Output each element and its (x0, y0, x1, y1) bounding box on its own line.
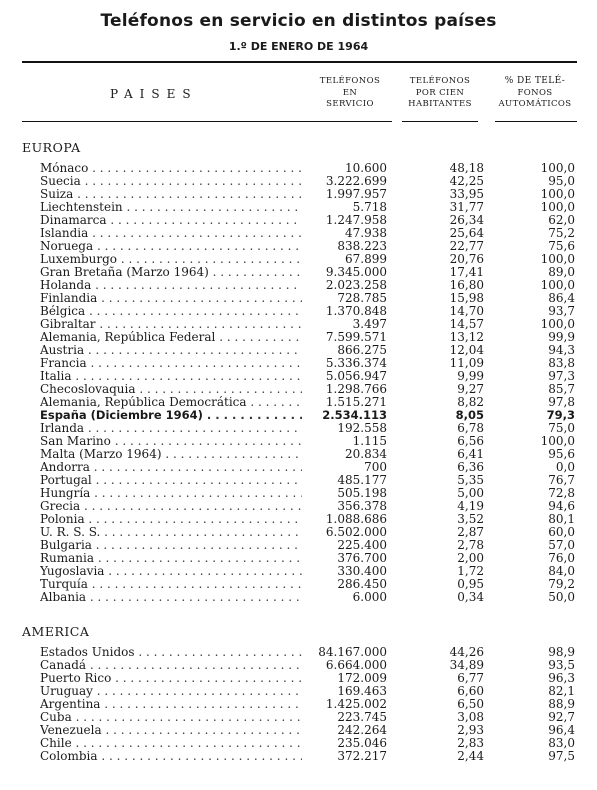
country-name: U. R. S. S. . . . (40, 526, 302, 539)
table-row (0, 591, 597, 604)
header-col-auto-line3: AUTOMÁTICOS (498, 99, 572, 109)
table-row (0, 344, 597, 357)
table-row (0, 201, 597, 214)
automatic-percent: 93,7 (548, 304, 575, 318)
automatic-percent: 100,0 (540, 317, 575, 331)
automatic-percent: 96,4 (548, 723, 575, 737)
phones-in-service: 6.664.000 (325, 658, 387, 672)
automatic-percent: 97,3 (548, 369, 575, 383)
phones-in-service: 1.370.848 (325, 304, 387, 318)
automatic-percent: 76,7 (548, 473, 575, 487)
automatic-percent: 96,3 (548, 671, 575, 685)
table-row (0, 409, 597, 422)
table-row (0, 357, 597, 370)
country-name: Bélgica . . . (40, 305, 302, 318)
automatic-percent: 99,9 (548, 330, 575, 344)
country-name: Finlandia . . . (40, 292, 302, 305)
country-name: Yugoslavia . . . (40, 565, 302, 578)
table-row (0, 214, 597, 227)
country-name: Venezuela . . . (40, 724, 302, 737)
phones-per-100: 0,34 (457, 590, 484, 604)
phones-per-100: 6,41 (457, 447, 484, 461)
phones-per-100: 2,93 (457, 723, 484, 737)
phones-in-service: 728.785 (337, 291, 387, 305)
phones-per-100: 6,56 (457, 434, 484, 448)
country-name: Alemania, República Federal . . . (40, 331, 302, 344)
country-name: Checoslovaquia . . . (40, 383, 302, 396)
automatic-percent: 83,8 (548, 356, 575, 370)
phones-in-service: 7.599.571 (325, 330, 387, 344)
phones-per-100: 2,83 (457, 736, 484, 750)
country-name: Albania . . . (40, 591, 302, 604)
automatic-percent: 82,1 (548, 684, 575, 698)
phones-per-100: 14,57 (449, 317, 484, 331)
country-name: Uruguay . . . (40, 685, 302, 698)
table-row (0, 396, 597, 409)
automatic-percent: 92,7 (548, 710, 575, 724)
table-row (0, 305, 597, 318)
header-col-per100-line1: TELÉFONOS (409, 76, 471, 86)
phones-per-100: 6,78 (457, 421, 484, 435)
phones-in-service: 47.938 (345, 226, 387, 240)
automatic-percent: 72,8 (548, 486, 575, 500)
phones-per-100: 2,44 (457, 749, 484, 763)
phones-per-100: 6,77 (457, 671, 484, 685)
country-name: Noruega . . . (40, 240, 302, 253)
table-row (0, 318, 597, 331)
table-row (0, 422, 597, 435)
country-name: Gran Bretaña (Marzo 1964) . . . (40, 266, 302, 279)
automatic-percent: 80,1 (548, 512, 575, 526)
country-name: Suiza . . . (40, 188, 302, 201)
phones-per-100: 34,89 (449, 658, 484, 672)
phones-in-service: 2.534.113 (322, 408, 387, 422)
phones-in-service: 6.502.000 (325, 525, 387, 539)
header-col-per100-line2: POR CIEN (415, 87, 465, 98)
phones-per-100: 11,09 (449, 356, 484, 370)
country-name: Andorra . . . (40, 461, 302, 474)
phones-in-service: 5.056.947 (325, 369, 387, 383)
phones-per-100: 2,78 (457, 538, 484, 552)
automatic-percent: 62,0 (548, 213, 575, 227)
table-row (0, 461, 597, 474)
country-name: Islandia . . . (40, 227, 302, 240)
header-underline-auto (495, 121, 577, 122)
country-name: Bulgaria . . . (40, 539, 302, 552)
automatic-percent: 83,0 (548, 736, 575, 750)
phones-in-service: 485.177 (337, 473, 387, 487)
table-row (0, 292, 597, 305)
table-row (0, 227, 597, 240)
phones-in-service: 286.450 (337, 577, 387, 591)
automatic-percent: 76,0 (548, 551, 575, 565)
country-name: Chile . . . (40, 737, 302, 750)
phones-in-service: 505.198 (337, 486, 387, 500)
phones-per-100: 5,00 (457, 486, 484, 500)
table-row (0, 448, 597, 461)
phones-per-100: 2,87 (457, 525, 484, 539)
automatic-percent: 95,0 (548, 174, 575, 188)
country-name: Canadá . . . (40, 659, 302, 672)
phones-per-100: 6,60 (457, 684, 484, 698)
phones-per-100: 9,99 (457, 369, 484, 383)
automatic-percent: 97,8 (548, 395, 575, 409)
section-europa-heading: EUROPA (22, 140, 81, 155)
phones-per-100: 20,76 (449, 252, 484, 266)
table-row (0, 513, 597, 526)
phones-in-service: 67.899 (345, 252, 387, 266)
country-name: Argentina . . . (40, 698, 302, 711)
phones-in-service: 3.222.699 (325, 174, 387, 188)
phones-in-service: 172.009 (337, 671, 387, 685)
header-col-auto-line2: FONOS (517, 87, 553, 98)
automatic-percent: 60,0 (548, 525, 575, 539)
phones-in-service: 700 (364, 460, 387, 474)
phones-in-service: 6.000 (352, 590, 387, 604)
country-name: Polonia . . . (40, 513, 302, 526)
automatic-percent: 50,0 (548, 590, 575, 604)
phones-in-service: 169.463 (337, 684, 387, 698)
phones-in-service: 223.745 (337, 710, 387, 724)
header-col-auto-line1: % DE TELÉ- (504, 76, 566, 86)
phones-per-100: 4,19 (457, 499, 484, 513)
country-name: Grecia . . . (40, 500, 302, 513)
phones-in-service: 372.217 (337, 749, 387, 763)
automatic-percent: 85,7 (548, 382, 575, 396)
automatic-percent: 79,3 (546, 408, 575, 422)
automatic-percent: 100,0 (540, 278, 575, 292)
header-col-phones-line1: TELÉFONOS (319, 76, 381, 86)
header-underline-per100 (402, 121, 478, 122)
automatic-percent: 94,3 (548, 343, 575, 357)
table-row (0, 526, 597, 539)
table-row (0, 266, 597, 279)
table-row (0, 659, 597, 672)
table-row (0, 685, 597, 698)
automatic-percent: 86,4 (548, 291, 575, 305)
header-col-phones-line3: SERVICIO (326, 99, 374, 109)
phones-per-100: 8,82 (457, 395, 484, 409)
phones-in-service: 9.345.000 (325, 265, 387, 279)
header-col-per100-line3: HABITANTES (408, 99, 472, 109)
automatic-percent: 100,0 (540, 252, 575, 266)
phones-per-100: 13,12 (449, 330, 484, 344)
phones-per-100: 48,18 (449, 161, 484, 175)
table-row (0, 370, 597, 383)
phones-per-100: 44,26 (449, 645, 484, 659)
table-row (0, 175, 597, 188)
table-row (0, 646, 597, 659)
table-row (0, 565, 597, 578)
table-row (0, 578, 597, 591)
table-row (0, 737, 597, 750)
table-row (0, 539, 597, 552)
phones-in-service: 10.600 (345, 161, 387, 175)
country-name: Austria . . . (40, 344, 302, 357)
table-row (0, 750, 597, 763)
phones-per-100: 12,04 (449, 343, 484, 357)
header-underline-phones (312, 121, 392, 122)
header-col-phones-line2: EN (342, 87, 358, 98)
phones-per-100: 5,35 (457, 473, 484, 487)
phones-in-service: 1.115 (352, 434, 387, 448)
country-name: España (Diciembre 1964) . . . (40, 409, 302, 422)
country-name: Liechtenstein . . . (40, 201, 302, 214)
phones-per-100: 16,80 (449, 278, 484, 292)
table-row (0, 474, 597, 487)
automatic-percent: 79,2 (548, 577, 575, 591)
country-name: Colombia . . . (40, 750, 302, 763)
phones-per-100: 8,05 (455, 408, 484, 422)
country-name: Malta (Marzo 1964) . . . (40, 448, 302, 461)
phones-per-100: 25,64 (449, 226, 484, 240)
header-col-phones (300, 76, 400, 111)
header-col-per100 (400, 76, 480, 111)
table-row (0, 552, 597, 565)
phones-per-100: 42,25 (449, 174, 484, 188)
phones-in-service: 225.400 (337, 538, 387, 552)
country-name: Estados Unidos . . . (40, 646, 302, 659)
phones-in-service: 20.834 (345, 447, 387, 461)
automatic-percent: 94,6 (548, 499, 575, 513)
table-row (0, 500, 597, 513)
phones-in-service: 330.400 (337, 564, 387, 578)
table-row (0, 435, 597, 448)
country-name: Rumania . . . (40, 552, 302, 565)
phones-per-100: 6,36 (457, 460, 484, 474)
automatic-percent: 84,0 (548, 564, 575, 578)
phones-in-service: 1.298.766 (325, 382, 387, 396)
phones-per-100: 3,52 (457, 512, 484, 526)
automatic-percent: 89,0 (548, 265, 575, 279)
phones-in-service: 376.700 (337, 551, 387, 565)
phones-in-service: 356.378 (337, 499, 387, 513)
automatic-percent: 97,5 (548, 749, 575, 763)
country-name: Holanda . . . (40, 279, 302, 292)
automatic-percent: 57,0 (548, 538, 575, 552)
phones-in-service: 5.718 (352, 200, 387, 214)
page-title: Teléfonos en servicio en distintos países (100, 11, 497, 31)
country-name: Gibraltar . . . (40, 318, 302, 331)
phones-in-service: 866.275 (337, 343, 387, 357)
header-underline-paises (22, 121, 322, 122)
phones-per-100: 17,41 (449, 265, 484, 279)
phones-per-100: 2,00 (457, 551, 484, 565)
automatic-percent: 100,0 (540, 161, 575, 175)
table-row (0, 240, 597, 253)
phones-in-service: 1.515.271 (325, 395, 387, 409)
phones-per-100: 31,77 (449, 200, 484, 214)
table-row (0, 383, 597, 396)
country-name: Italia . . . (40, 370, 302, 383)
automatic-percent: 88,9 (548, 697, 575, 711)
phones-per-100: 0,95 (457, 577, 484, 591)
automatic-percent: 95,6 (548, 447, 575, 461)
country-name: Francia . . . (40, 357, 302, 370)
country-name: Mónaco . . . (40, 162, 302, 175)
phones-per-100: 22,77 (449, 239, 484, 253)
automatic-percent: 100,0 (540, 187, 575, 201)
country-name: Suecia . . . (40, 175, 302, 188)
table-row (0, 672, 597, 685)
country-name: Luxemburgo . . . (40, 253, 302, 266)
phones-in-service: 838.223 (337, 239, 387, 253)
phones-in-service: 1.997.957 (325, 187, 387, 201)
table-row (0, 487, 597, 500)
automatic-percent: 93,5 (548, 658, 575, 672)
phones-per-100: 9,27 (457, 382, 484, 396)
phones-per-100: 26,34 (449, 213, 484, 227)
phones-per-100: 3,08 (457, 710, 484, 724)
top-rule (22, 61, 577, 63)
table-row (0, 188, 597, 201)
country-name: Portugal . . . (40, 474, 302, 487)
automatic-percent: 98,9 (548, 645, 575, 659)
automatic-percent: 75,0 (548, 421, 575, 435)
phones-per-100: 1,72 (457, 564, 484, 578)
phones-in-service: 235.046 (337, 736, 387, 750)
table-row (0, 698, 597, 711)
table-row (0, 279, 597, 292)
phones-in-service: 242.264 (337, 723, 387, 737)
phones-in-service: 2.023.258 (325, 278, 387, 292)
phones-in-service: 1.425.002 (325, 697, 387, 711)
phones-per-100: 14,70 (449, 304, 484, 318)
automatic-percent: 75,6 (548, 239, 575, 253)
country-name: Cuba . . . (40, 711, 302, 724)
table-row (0, 331, 597, 344)
phones-per-100: 15,98 (449, 291, 484, 305)
header-paises: PAISES (110, 87, 198, 101)
country-name: Alemania, República Democrática . . . (40, 396, 302, 409)
phones-in-service: 3.497 (352, 317, 387, 331)
country-name: Dinamarca . . . (40, 214, 302, 227)
phones-per-100: 6,50 (457, 697, 484, 711)
table-row (0, 711, 597, 724)
automatic-percent: 75,2 (548, 226, 575, 240)
phones-in-service: 192.558 (337, 421, 387, 435)
automatic-percent: 100,0 (540, 434, 575, 448)
section-america-heading: AMERICA (22, 624, 90, 639)
page-subtitle: 1.º DE ENERO DE 1964 (228, 40, 369, 53)
phones-in-service: 1.247.958 (325, 213, 387, 227)
country-name: San Marino . . . (40, 435, 302, 448)
country-name: Hungría . . . (40, 487, 302, 500)
country-name: Turquía . . . (40, 578, 302, 591)
phones-per-100: 33,95 (449, 187, 484, 201)
automatic-percent: 100,0 (540, 200, 575, 214)
table-row (0, 724, 597, 737)
automatic-percent: 0,0 (555, 460, 575, 474)
table-row (0, 253, 597, 266)
table-row (0, 162, 597, 175)
phones-in-service: 5.336.374 (325, 356, 387, 370)
phones-in-service: 84.167.000 (318, 645, 387, 659)
country-name: Puerto Rico . . . (40, 672, 302, 685)
country-name: Irlanda . . . (40, 422, 302, 435)
phones-in-service: 1.088.686 (325, 512, 387, 526)
header-col-auto (493, 76, 577, 111)
